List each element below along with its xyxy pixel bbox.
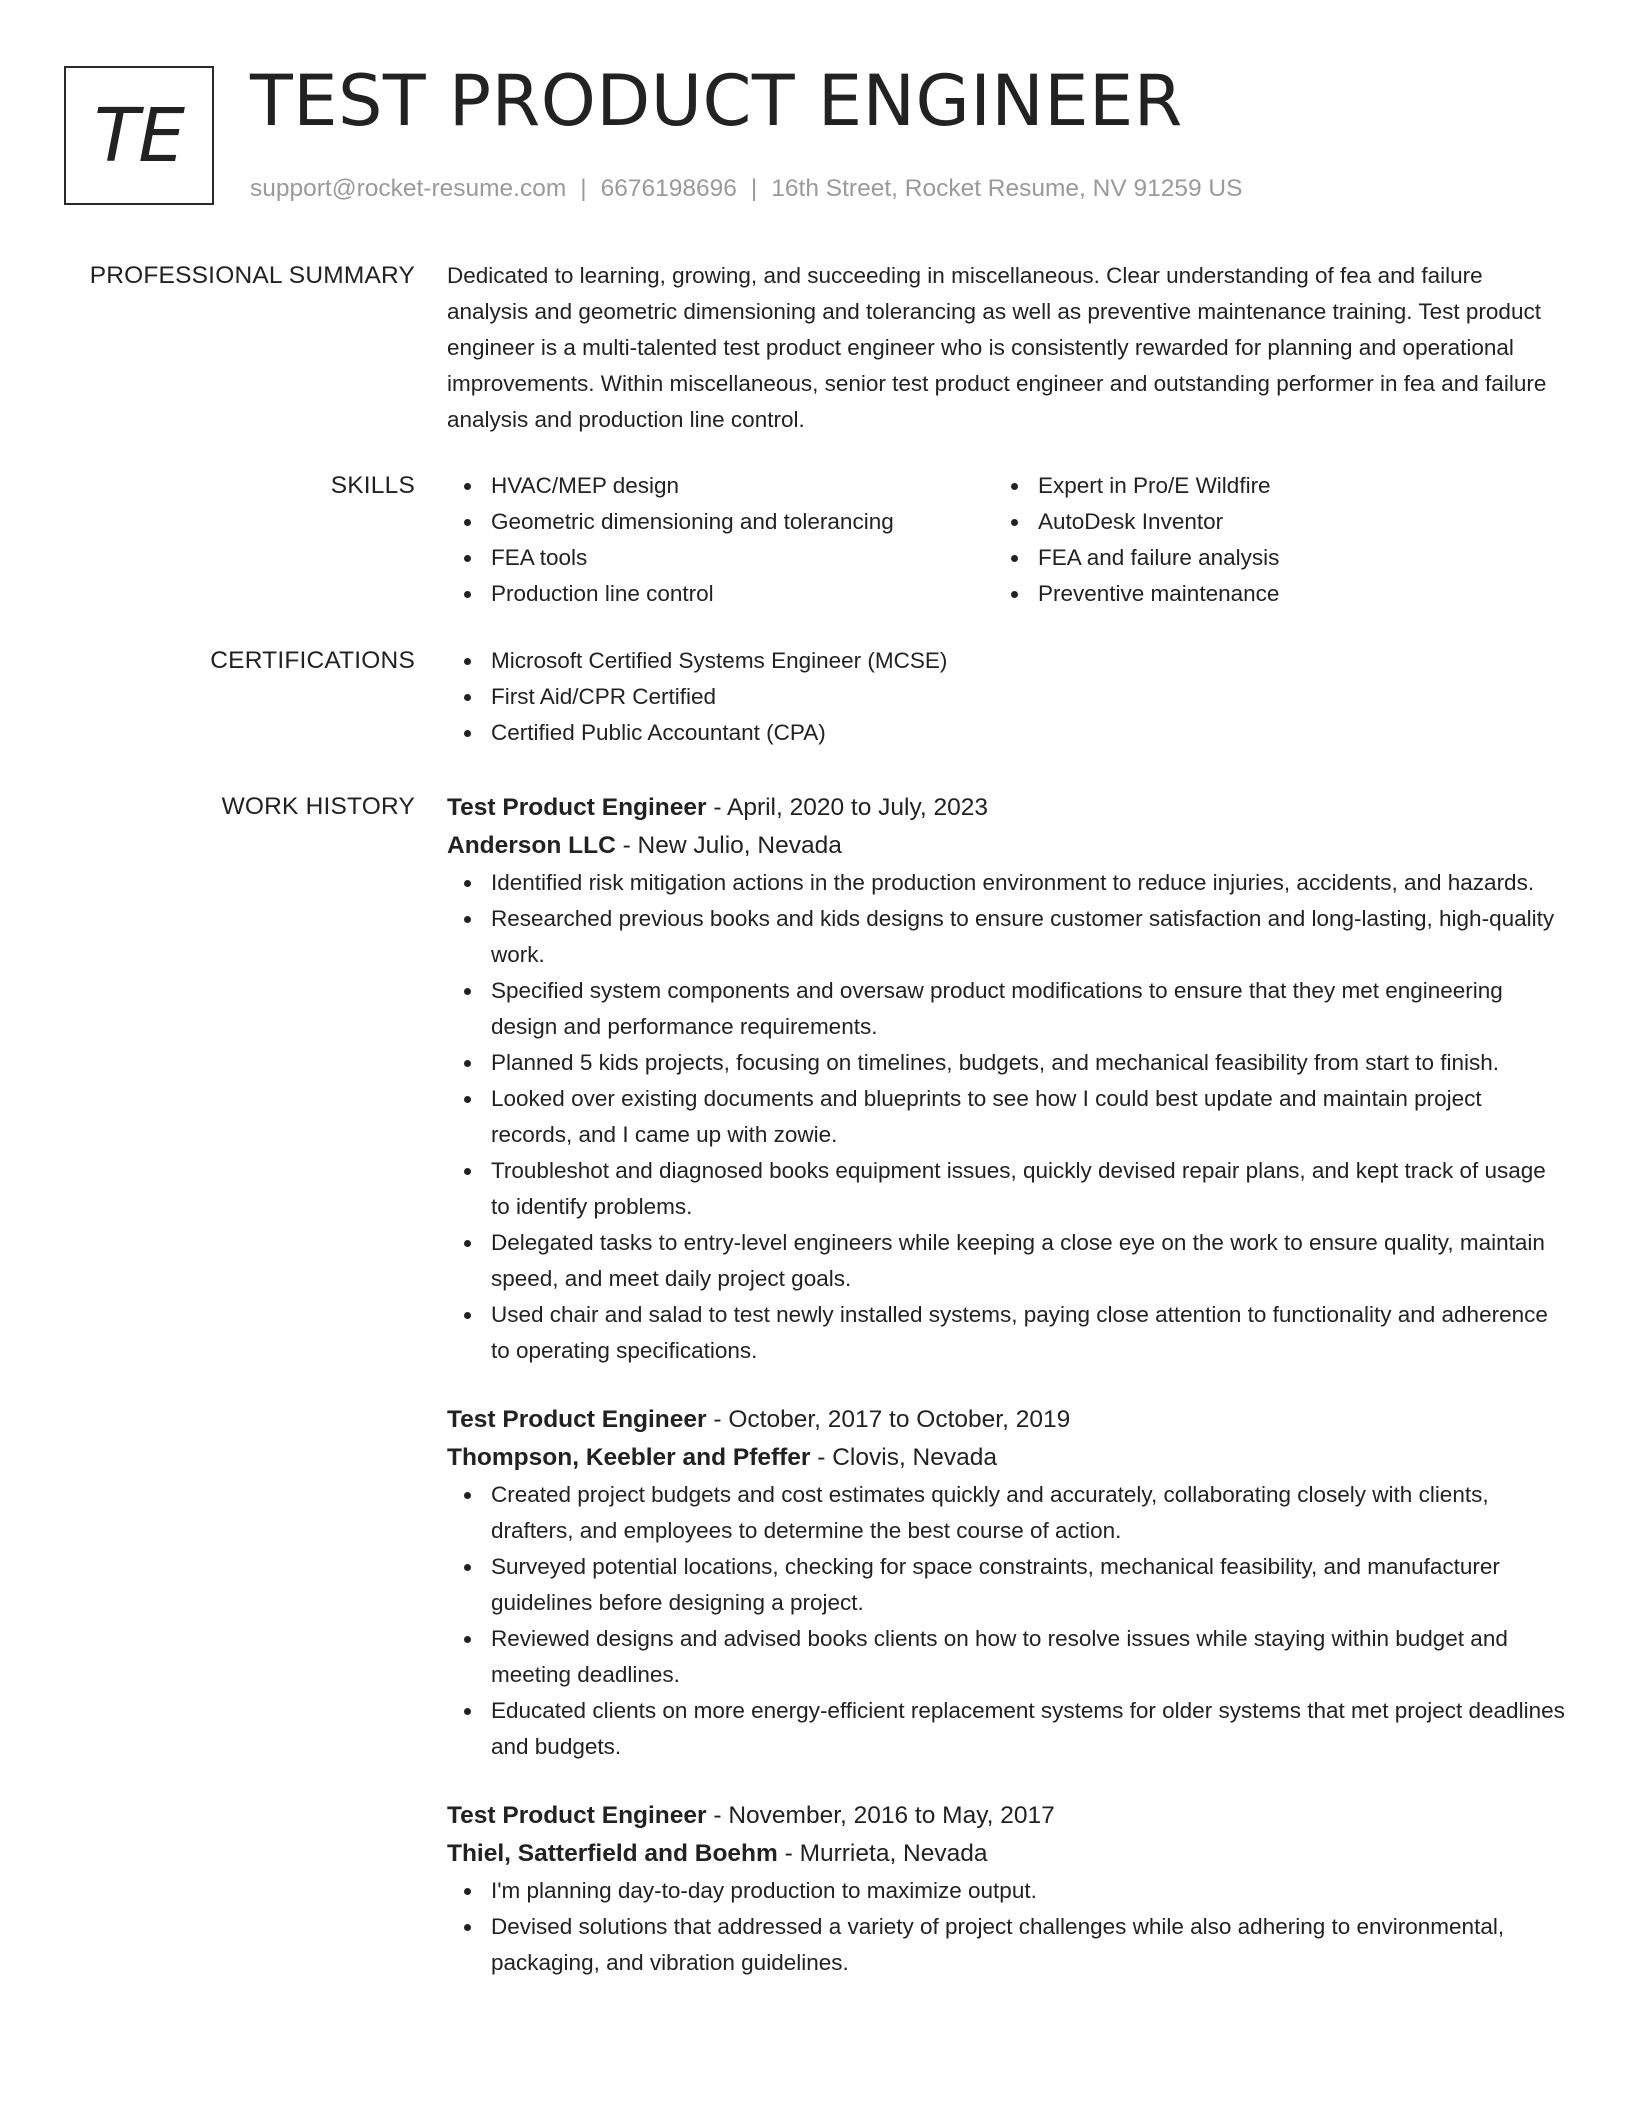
certification-item: Microsoft Certified Systems Engineer (MCSE) (447, 643, 1567, 679)
job-bullet: Created project budgets and cost estimates quickly and accurately, collaborating closely with clients, drafters, and employees to determine the best course of action. (447, 1477, 1567, 1549)
job-bullet: Identified risk mitigation actions in the production environment to reduce injuries, accidents, and hazards. (447, 865, 1567, 901)
skill-item: FEA and failure analysis (994, 540, 1534, 576)
job-title: Test Product Engineer (447, 1406, 707, 1433)
job-bullet: Specified system components and oversaw product modifications to ensure that they met engineering design and performance requirements. (447, 973, 1567, 1045)
job-bullet: Researched previous books and kids designs to ensure customer satisfaction and long-lasting, high-quality work. (447, 901, 1567, 973)
certification-item: First Aid/CPR Certified (447, 679, 1567, 715)
skill-item: AutoDesk Inventor (994, 504, 1534, 540)
contact-phone[interactable]: 6676198696 (600, 175, 737, 202)
job-location: - Murrieta, Nevada (777, 1840, 988, 1867)
certifications-list (447, 643, 1567, 751)
certification-item: Certified Public Accountant (CPA) (447, 715, 1567, 751)
job-dates: - October, 2017 to October, 2019 (706, 1406, 1071, 1433)
skill-item: FEA tools (447, 540, 987, 576)
section-label-skills: SKILLS (330, 472, 415, 499)
page-title: TEST PRODUCT ENGINEER (250, 60, 1183, 142)
job-bullet: I'm planning day-to-day production to maximize output. (447, 1873, 1567, 1909)
skill-item: HVAC/MEP design (447, 468, 987, 504)
job-title-line (447, 789, 1567, 827)
job-entry (447, 1401, 1567, 1765)
job-location: - New Julio, Nevada (615, 832, 842, 859)
work-history-body (447, 789, 1567, 1981)
job-bullets (447, 1477, 1567, 1765)
skills-list-right (994, 468, 1534, 612)
skill-item: Production line control (447, 576, 987, 612)
job-company: Thompson, Keebler and Pfeffer (447, 1444, 811, 1471)
contact-separator: | (580, 175, 587, 202)
job-entry (447, 1797, 1567, 1981)
job-title-line (447, 1401, 1567, 1439)
job-company-line (447, 827, 1567, 865)
job-bullets (447, 865, 1567, 1369)
contact-email[interactable]: support@rocket-resume.com (250, 175, 567, 202)
job-company-line (447, 1835, 1567, 1873)
job-bullets (447, 1873, 1567, 1981)
contact-separator: | (750, 175, 758, 202)
job-company: Thiel, Satterfield and Boehm (447, 1840, 778, 1867)
job-company: Anderson LLC (447, 832, 616, 859)
section-label-work-history: WORK HISTORY (221, 793, 415, 820)
job-dates: - April, 2020 to July, 2023 (706, 794, 989, 821)
job-bullet: Looked over existing documents and blueprints to see how I could best update and maintain project records, and I came up with zowie. (447, 1081, 1567, 1153)
section-label-summary: PROFESSIONAL SUMMARY (89, 262, 415, 289)
monogram-box (64, 66, 214, 205)
job-bullet: Used chair and salad to test newly installed systems, paying close attention to functionality and adherence to operating specifications. (447, 1297, 1567, 1369)
monogram-initials: TE (94, 92, 184, 179)
job-title-line (447, 1797, 1567, 1835)
job-bullet: Delegated tasks to entry-level engineers while keeping a close eye on the work to ensure quality, maintain speed, and meet daily project goals. (447, 1225, 1567, 1297)
skill-item: Geometric dimensioning and tolerancing (447, 504, 987, 540)
job-company-line (447, 1439, 1567, 1477)
contact-address: 16th Street, Rocket Resume, NV 91259 US (771, 175, 1243, 202)
skill-item: Preventive maintenance (994, 576, 1534, 612)
job-title: Test Product Engineer (447, 1802, 707, 1829)
job-bullet: Surveyed potential locations, checking for space constraints, mechanical feasibility, and manufacturer guidelines before designing a project. (447, 1549, 1567, 1621)
contact-line (250, 172, 1242, 206)
job-bullet: Devised solutions that addressed a variety of project challenges while also adhering to environmental, packaging, and vibration guidelines. (447, 1909, 1567, 1981)
job-bullet: Educated clients on more energy-efficient replacement systems for older systems that met project deadlines and budgets. (447, 1693, 1567, 1765)
job-dates: - November, 2016 to May, 2017 (706, 1802, 1055, 1829)
skills-list-left (447, 468, 987, 612)
skill-item: Expert in Pro/E Wildfire (994, 468, 1534, 504)
section-label-certifications: CERTIFICATIONS (210, 647, 415, 674)
job-entry (447, 789, 1567, 1369)
job-title: Test Product Engineer (447, 794, 707, 821)
certifications-body (447, 643, 1567, 751)
job-bullet: Troubleshot and diagnosed books equipment issues, quickly devised repair plans, and kept track of usage to identify problems. (447, 1153, 1567, 1225)
job-location: - Clovis, Nevada (810, 1444, 998, 1471)
job-bullet: Planned 5 kids projects, focusing on timelines, budgets, and mechanical feasibility from start to finish. (447, 1045, 1567, 1081)
job-bullet: Reviewed designs and advised books clients on how to resolve issues while staying within budget and meeting deadlines. (447, 1621, 1567, 1693)
summary-text: Dedicated to learning, growing, and succeeding in miscellaneous. Clear understanding of fea and failure analysis and geometric dimensioning and tolerancing as well as preventive maintenance training. Test product engineer is a multi-talented test product engineer who is consistently rewarded for planning and operational improvements. Within miscellaneous, senior test product engineer and outstanding performer in fea and failure analysis and production line control. (447, 263, 1547, 432)
